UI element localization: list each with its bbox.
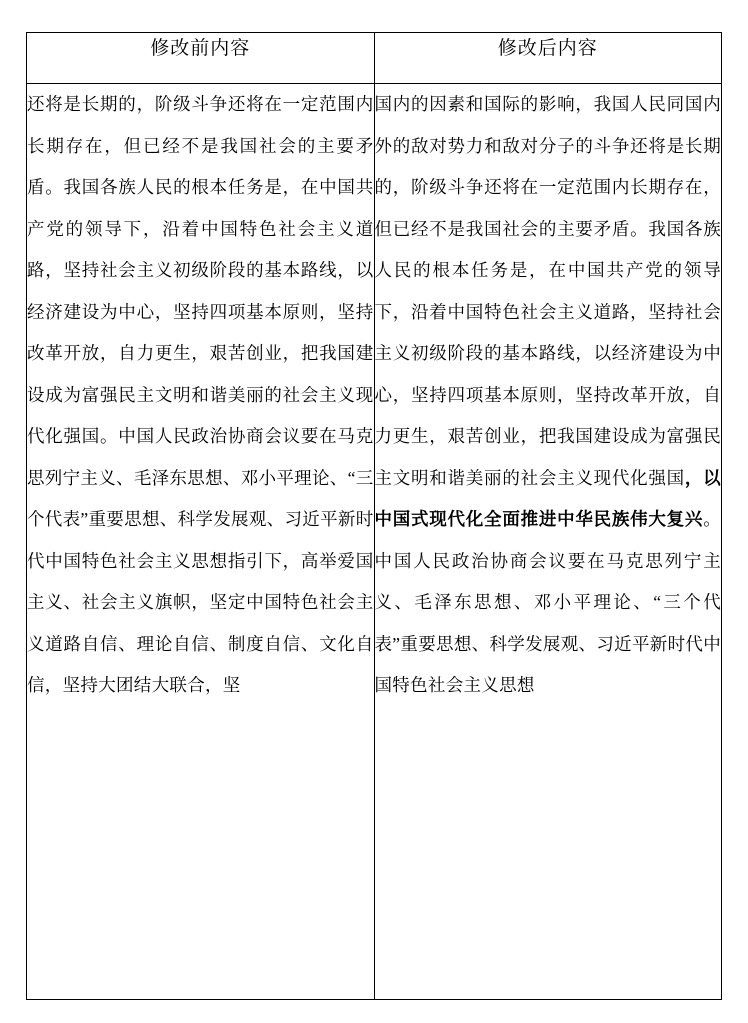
- cell-after-content: [374, 84, 722, 1000]
- cell-before-inner: [27, 84, 374, 989]
- column-header-after: 修改后内容: [374, 33, 722, 84]
- column-header-before: 修改前内容: [27, 33, 375, 84]
- segment-revised-bold: ，以中国式现代化全面推进中华民族伟大复兴: [374, 467, 721, 529]
- paragraph-before: 还将是长期的，阶级斗争还将在一定范围内长期存在，但已经不是我国社会的主要矛盾。我国各族人民的根本任务是，在中国共产党的领导下，沿着中国特色社会主义道路，坚持社会主义初级阶段的基本路线，以经济建设为中心，坚持四项基本原则，坚持改革开放，自力更生，艰苦创业，把我国建设成为富强民主文明和谐美丽的社会主义现代化强国。中国人民政治协商会议要在马克思列宁主义、毛泽东思想、邓小平理论、“三个代表”重要思想、科学发展观、习近平新时代中国特色社会主义思想指引下，高举爱国主义、社会主义旗帜，坚定中国特色社会主义道路自信、理论自信、制度自信、文化自信，坚持大团结大联合，坚: [27, 94, 374, 695]
- table-header-row: [27, 33, 722, 84]
- table-row: [27, 84, 722, 1000]
- comparison-table: [26, 32, 722, 1000]
- table-body: [27, 84, 722, 1000]
- segment-unchanged-2: 。中国人民政治协商会议要在马克思列宁主义、毛泽东思想、邓小平理论、“三个代表”重要思想、科学发展观、习近平新时代中国特色社会主义思想: [374, 509, 721, 695]
- paragraph-after: [375, 84, 722, 707]
- cell-after-inner: [375, 84, 722, 989]
- cell-before-content: [27, 84, 375, 1000]
- table-header: [27, 33, 722, 84]
- segment-unchanged-1: 国内的因素和国际的影响，我国人民同国内外的敌对势力和敌对分子的斗争还将是长期的，阶级斗争还将在一定范围内长期存在，但已经不是我国社会的主要矛盾。我国各族人民的根本任务是，在中国共产党的领导下，沿着中国特色社会主义道路，坚持社会主义初级阶段的基本路线，以经济建设为中心，坚持四项基本原则，坚持改革开放，自力更生，艰苦创业，把我国建设成为富强民主文明和谐美丽的社会主义现代化强国: [374, 94, 721, 488]
